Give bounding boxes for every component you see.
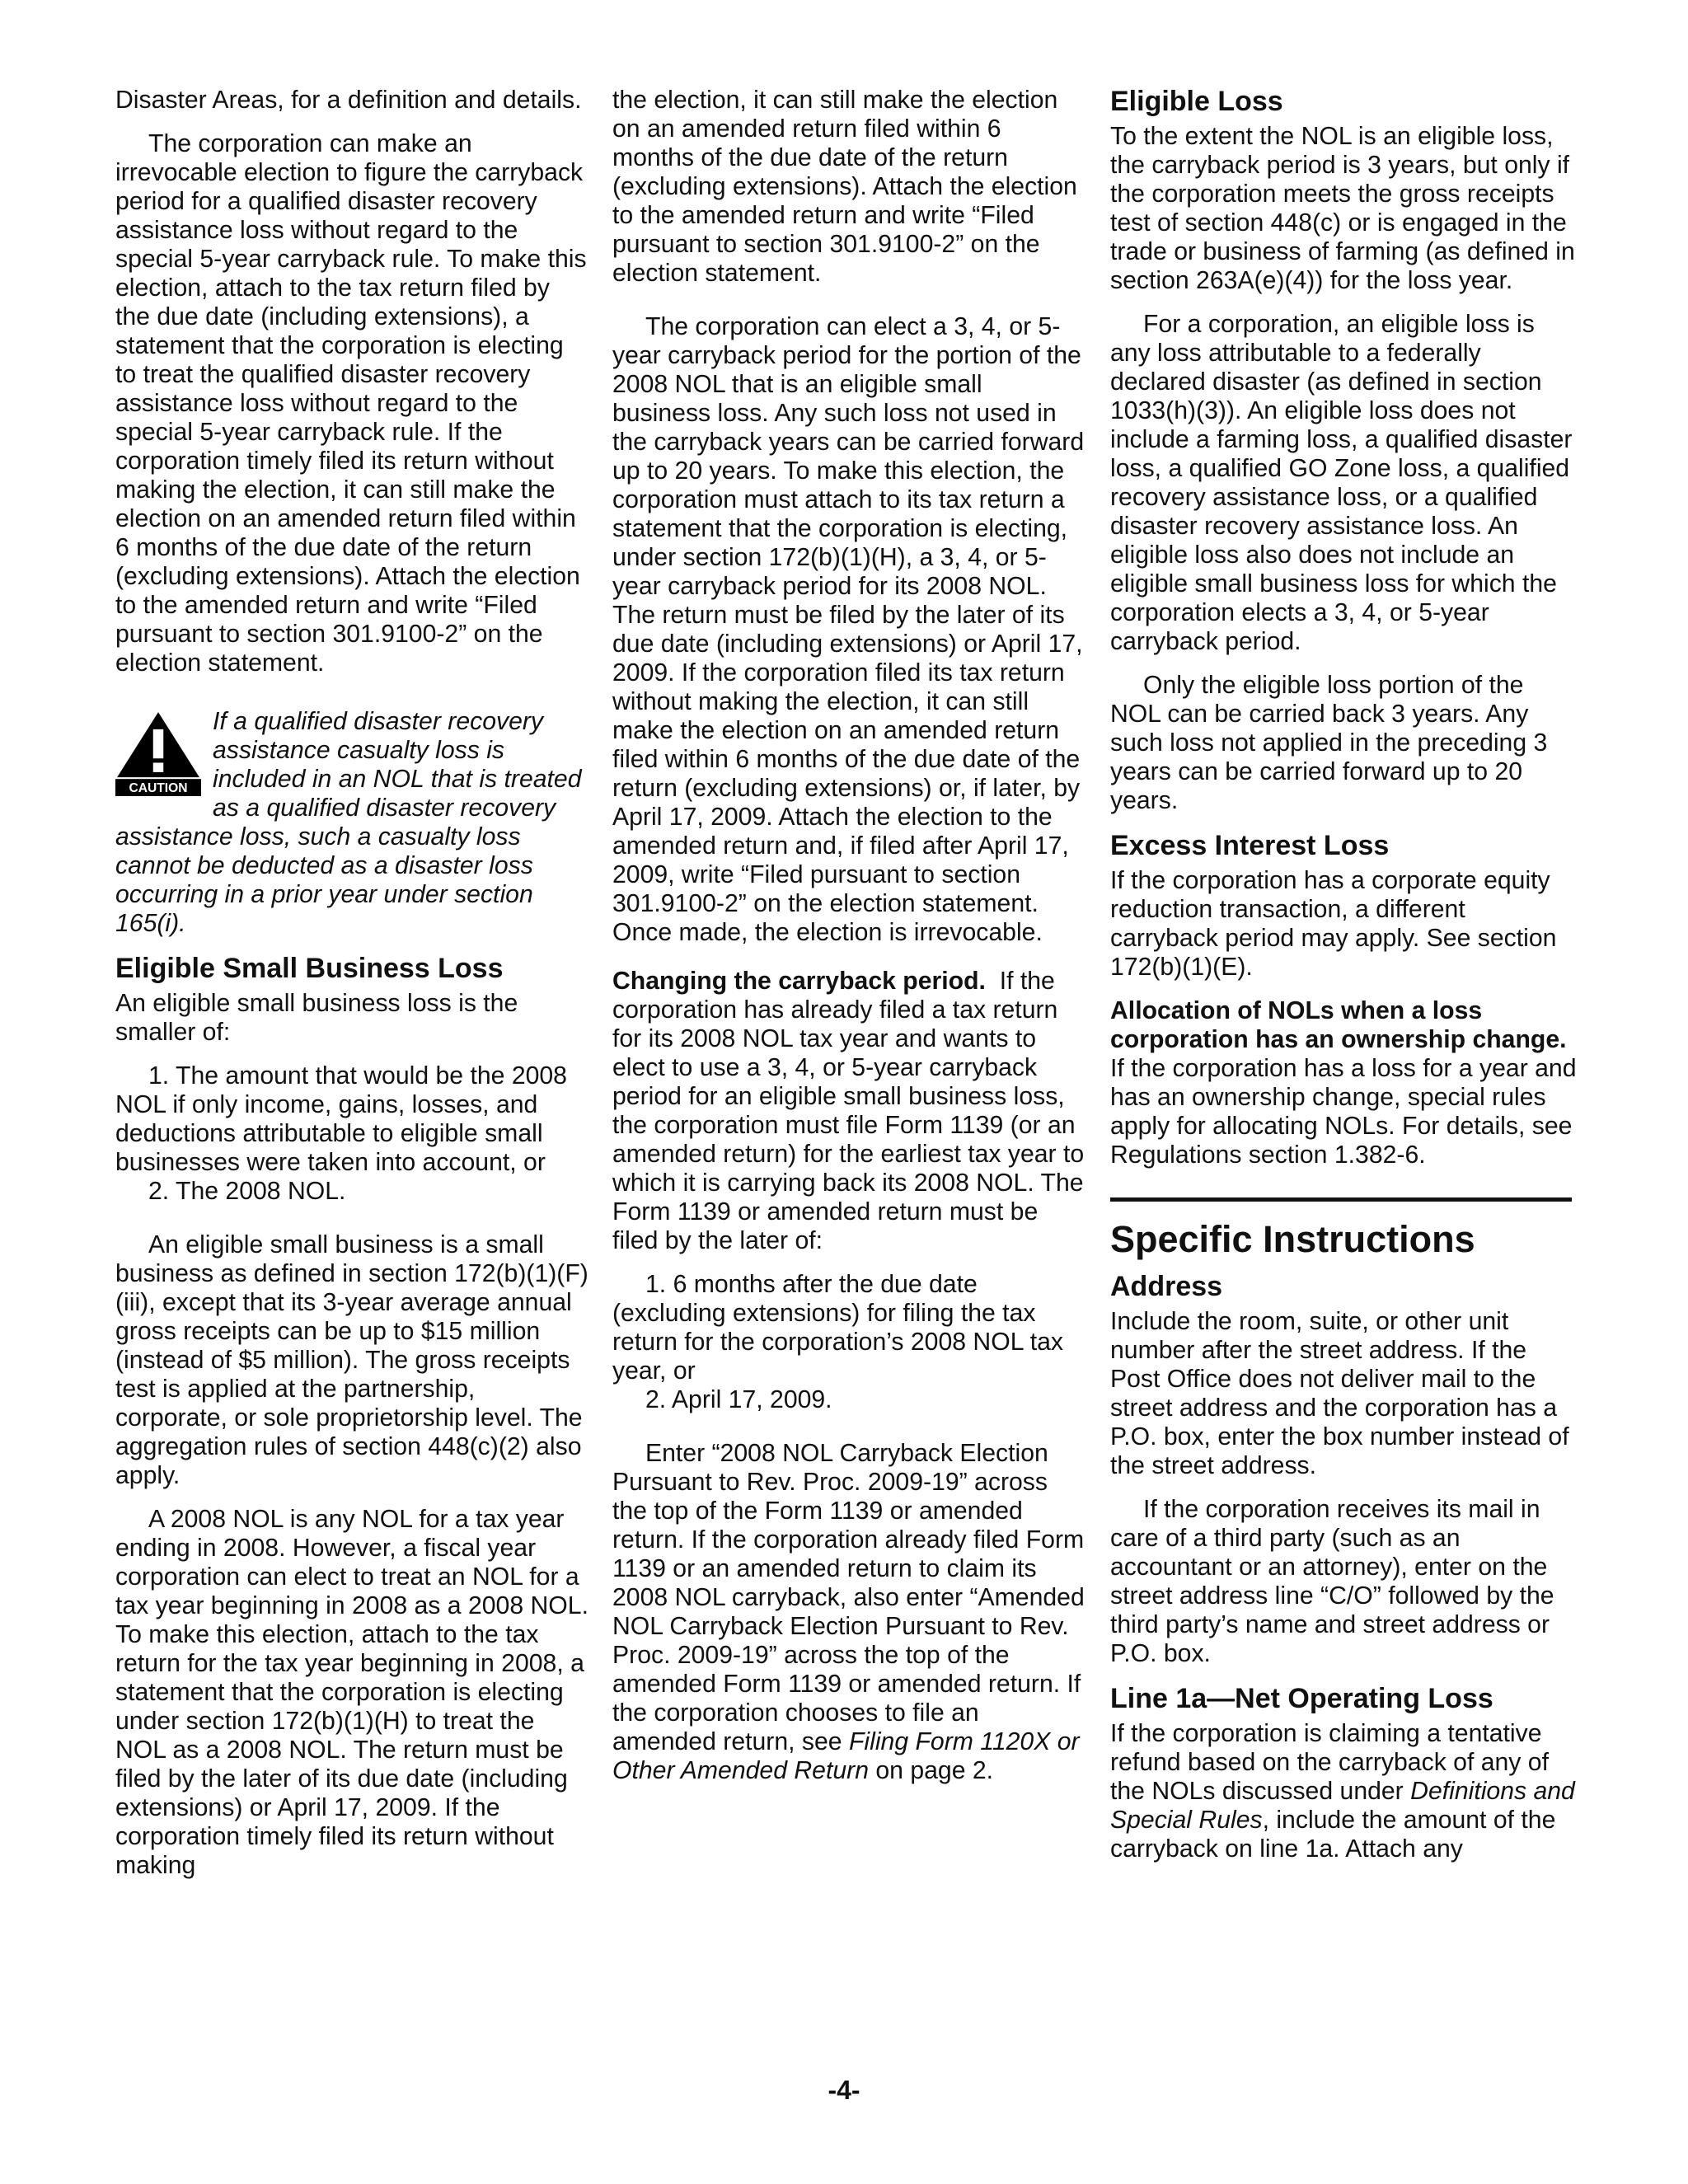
section-divider — [1110, 1197, 1572, 1202]
column-2 — [612, 86, 1085, 1785]
paragraph: The corporation can make an irrevocable election to figure the carryback period for a qualified disaster recovery assistance loss without regard to the special 5-year carryback rule. To make this election, attach to the tax return filed by the due date (including extensions), a statement that the corporation is electing to treat the qualified disaster recovery assistance loss without regard to the special 5-year carryback rule. If the corporation timely filed its return without making the election, it can still make the election on an amended return filed within 6 months of the due date of the return (excluding extensions). Attach the election to the amended return and write “Filed pursuant to section 301.9100-2” on the election statement. — [115, 130, 587, 677]
paragraph: To the extent the NOL is an eligible loss, the carryback period is 3 years, but only if the corporation meets the gross receipts test of section 448(c) or is engaged in the trade or business of farming (as defined in section 263A(e)(4)) for the loss year. — [1110, 123, 1575, 294]
paragraph: An eligible small business is a small business as defined in section 172(b)(1)(F)(iii), except that its 3-year average annual gross receipts can be up to $15 million (instead of $5 million). The gross receipts test is applied at the partnership, corporate, or sole proprietorship level. The aggregation rules of section 448(c)(2) also apply. — [115, 1231, 588, 1489]
cross-reference: Definitions and Special Rules — [1110, 1778, 1575, 1834]
list-item: 2. April 17, 2009. — [645, 1386, 832, 1413]
paragraph: Allocation of NOLs when a loss corporation has an ownership change. If the corporation has a loss for a year and has an ownership change, special rules apply for allocating NOLs. For details, see Regulations section 1.382-6. — [1110, 997, 1577, 1169]
paragraph: Changing the carryback period. If the corporation has already filed a tax return for its 2008 NOL tax year and wants to elect to use a 3, 4, or 5-year carryback period for an eligible small business loss, the corporation must file Form 1139 (or an amended return) for the earliest tax year to which it is carrying back its 2008 NOL. The Form 1139 or amended return must be filed by the later of: — [612, 968, 1085, 1254]
paragraph: The corporation can elect a 3, 4, or 5-year carryback period for the portion of the 2008 NOL that is an eligible small business loss. Any such loss not used in the carryback years can be carried forward up to 20 years. To make this election, the corporation must attach to its tax return a statement that the corporation is electing, under section 172(b)(1)(H), a 3, 4, or 5-year carryback period for its 2008 NOL. The return must be filed by the later of its due date (including extensions) or April 17, 2009. If the corporation filed its tax return without making the election, it can still make the election on an amended return filed within 6 months of the due date of the return (excluding extensions) or, if later, by April 17, 2009. Attach the election to the amended return and, if filed after April 17, 2009, write “Filed pursuant to section 301.9100-2” on the election statement. Once made, the election is irrevocable. — [612, 313, 1085, 946]
caution-note — [115, 707, 588, 938]
list-item: 1. The amount that would be the 2008 NOL if only income, gains, losses, and deductions attributable to eligible small businesses were taken into account, or — [115, 1062, 567, 1176]
paragraph: Only the eligible loss portion of the NOL can be carried back 3 years. Any such loss not applied in the preceding 3 years can be carried forward up to 20 years. — [1110, 672, 1548, 814]
heading-excess-interest-loss: Excess Interest Loss — [1110, 830, 1390, 861]
page-number: -4- — [828, 2075, 860, 2105]
column-1 — [115, 86, 588, 1880]
paragraph: A 2008 NOL is any NOL for a tax year ending in 2008. However, a fiscal year corporation can elect to treat an NOL for a tax year beginning in 2008 as a 2008 NOL. To make this election, attach to the tax return for the tax year beginning in 2008, a statement that the corporation is electing under section 172(b)(1)(H) to treat the NOL as a 2008 NOL. The return must be filed by the later of its due date (including extensions) or April 17, 2009. If the corporation timely filed its return without making — [115, 1506, 588, 1879]
paragraph: Include the room, suite, or other unit number after the street address. If the Post Office does not deliver mail to the street address and the corporation has a P.O. box, enter the box number instead of the street address. — [1110, 1308, 1569, 1479]
caution-icon — [115, 710, 201, 796]
heading-specific-instructions: Specific Instructions — [1110, 1218, 1475, 1260]
heading-address: Address — [1110, 1271, 1223, 1302]
paragraph: For a corporation, an eligible loss is any loss attributable to a federally declared disaster (as defined in section 1033(h)(3)). An eligible loss does not include a farming loss, a qualified disaster loss, a qualified GO Zone loss, a qualified recovery assistance loss, or a qualified disaster recovery assistance loss. An eligible loss also does not include an eligible small business loss for which the corporation elects a 3, 4, or 5-year carryback period. — [1110, 311, 1573, 655]
runin-heading-changing-carryback: Changing the carryback period. — [612, 968, 986, 995]
column-3 — [1110, 86, 1578, 1863]
runin-heading-allocation: Allocation of NOLs when a loss corporation has an ownership change. — [1110, 997, 1567, 1053]
heading-line-1a: Line 1a—Net Operating Loss — [1110, 1683, 1493, 1714]
paragraph: the election, it can still make the election on an amended return filed within 6 months of the due date of the return (excluding extensions). Attach the election to the amended return and write “Filed pursuant to section 301.9100-2” on the election statement. — [612, 87, 1077, 287]
paragraph: If the corporation is claiming a tentative refund based on the carryback of any of the NOLs discussed under Definitions and Special Rules, include the amount of the carryback on line 1a. Attach any — [1110, 1720, 1575, 1863]
paragraph: If the corporation has a corporate equity reduction transaction, a different carryback period may apply. See section 172(b)(1)(E). — [1110, 867, 1557, 981]
list-item: 1. 6 months after the due date (excluding extensions) for filing the tax return for the corporation’s 2008 NOL tax year, or — [612, 1271, 1064, 1385]
heading-eligible-loss: Eligible Loss — [1110, 86, 1283, 117]
paragraph: If the corporation receives its mail in care of a third party (such as an accountant or an attorney), enter on the street address line “C/O” followed by the third party’s name and street address or P.O. box. — [1110, 1496, 1554, 1667]
paragraph: Disaster Areas, for a definition and details. — [115, 87, 582, 114]
paragraph: An eligible small business loss is the smaller of: — [115, 990, 518, 1046]
paragraph: Enter “2008 NOL Carryback Election Pursuant to Rev. Proc. 2009-19” across the top of the Form 1139 or amended return. If the corporation already filed Form 1139 or an amended return to claim its 2008 NOL carryback, also enter “Amended NOL Carryback Election Pursuant to Rev. Proc. 2009-19” across the top of the amended Form 1139 or amended return. If the corporation chooses to file an amended return, see Filing Form 1120X or Other Amended Return on page 2. — [612, 1440, 1085, 1784]
caution-label: CAUTION — [129, 780, 188, 795]
caution-text: If a qualified disaster recovery assistance casualty loss is included in an NOL that is treated as a qualified disaster recovery assistance loss, such a casualty loss cannot be deducted as a disaster loss occurring in a prior year under section 165(i). — [115, 708, 582, 937]
list-item: 2. The 2008 NOL. — [148, 1178, 346, 1205]
heading-eligible-small-business-loss: Eligible Small Business Loss — [115, 953, 504, 984]
cross-reference: Filing Form 1120X or Other Amended Return — [612, 1728, 1080, 1784]
